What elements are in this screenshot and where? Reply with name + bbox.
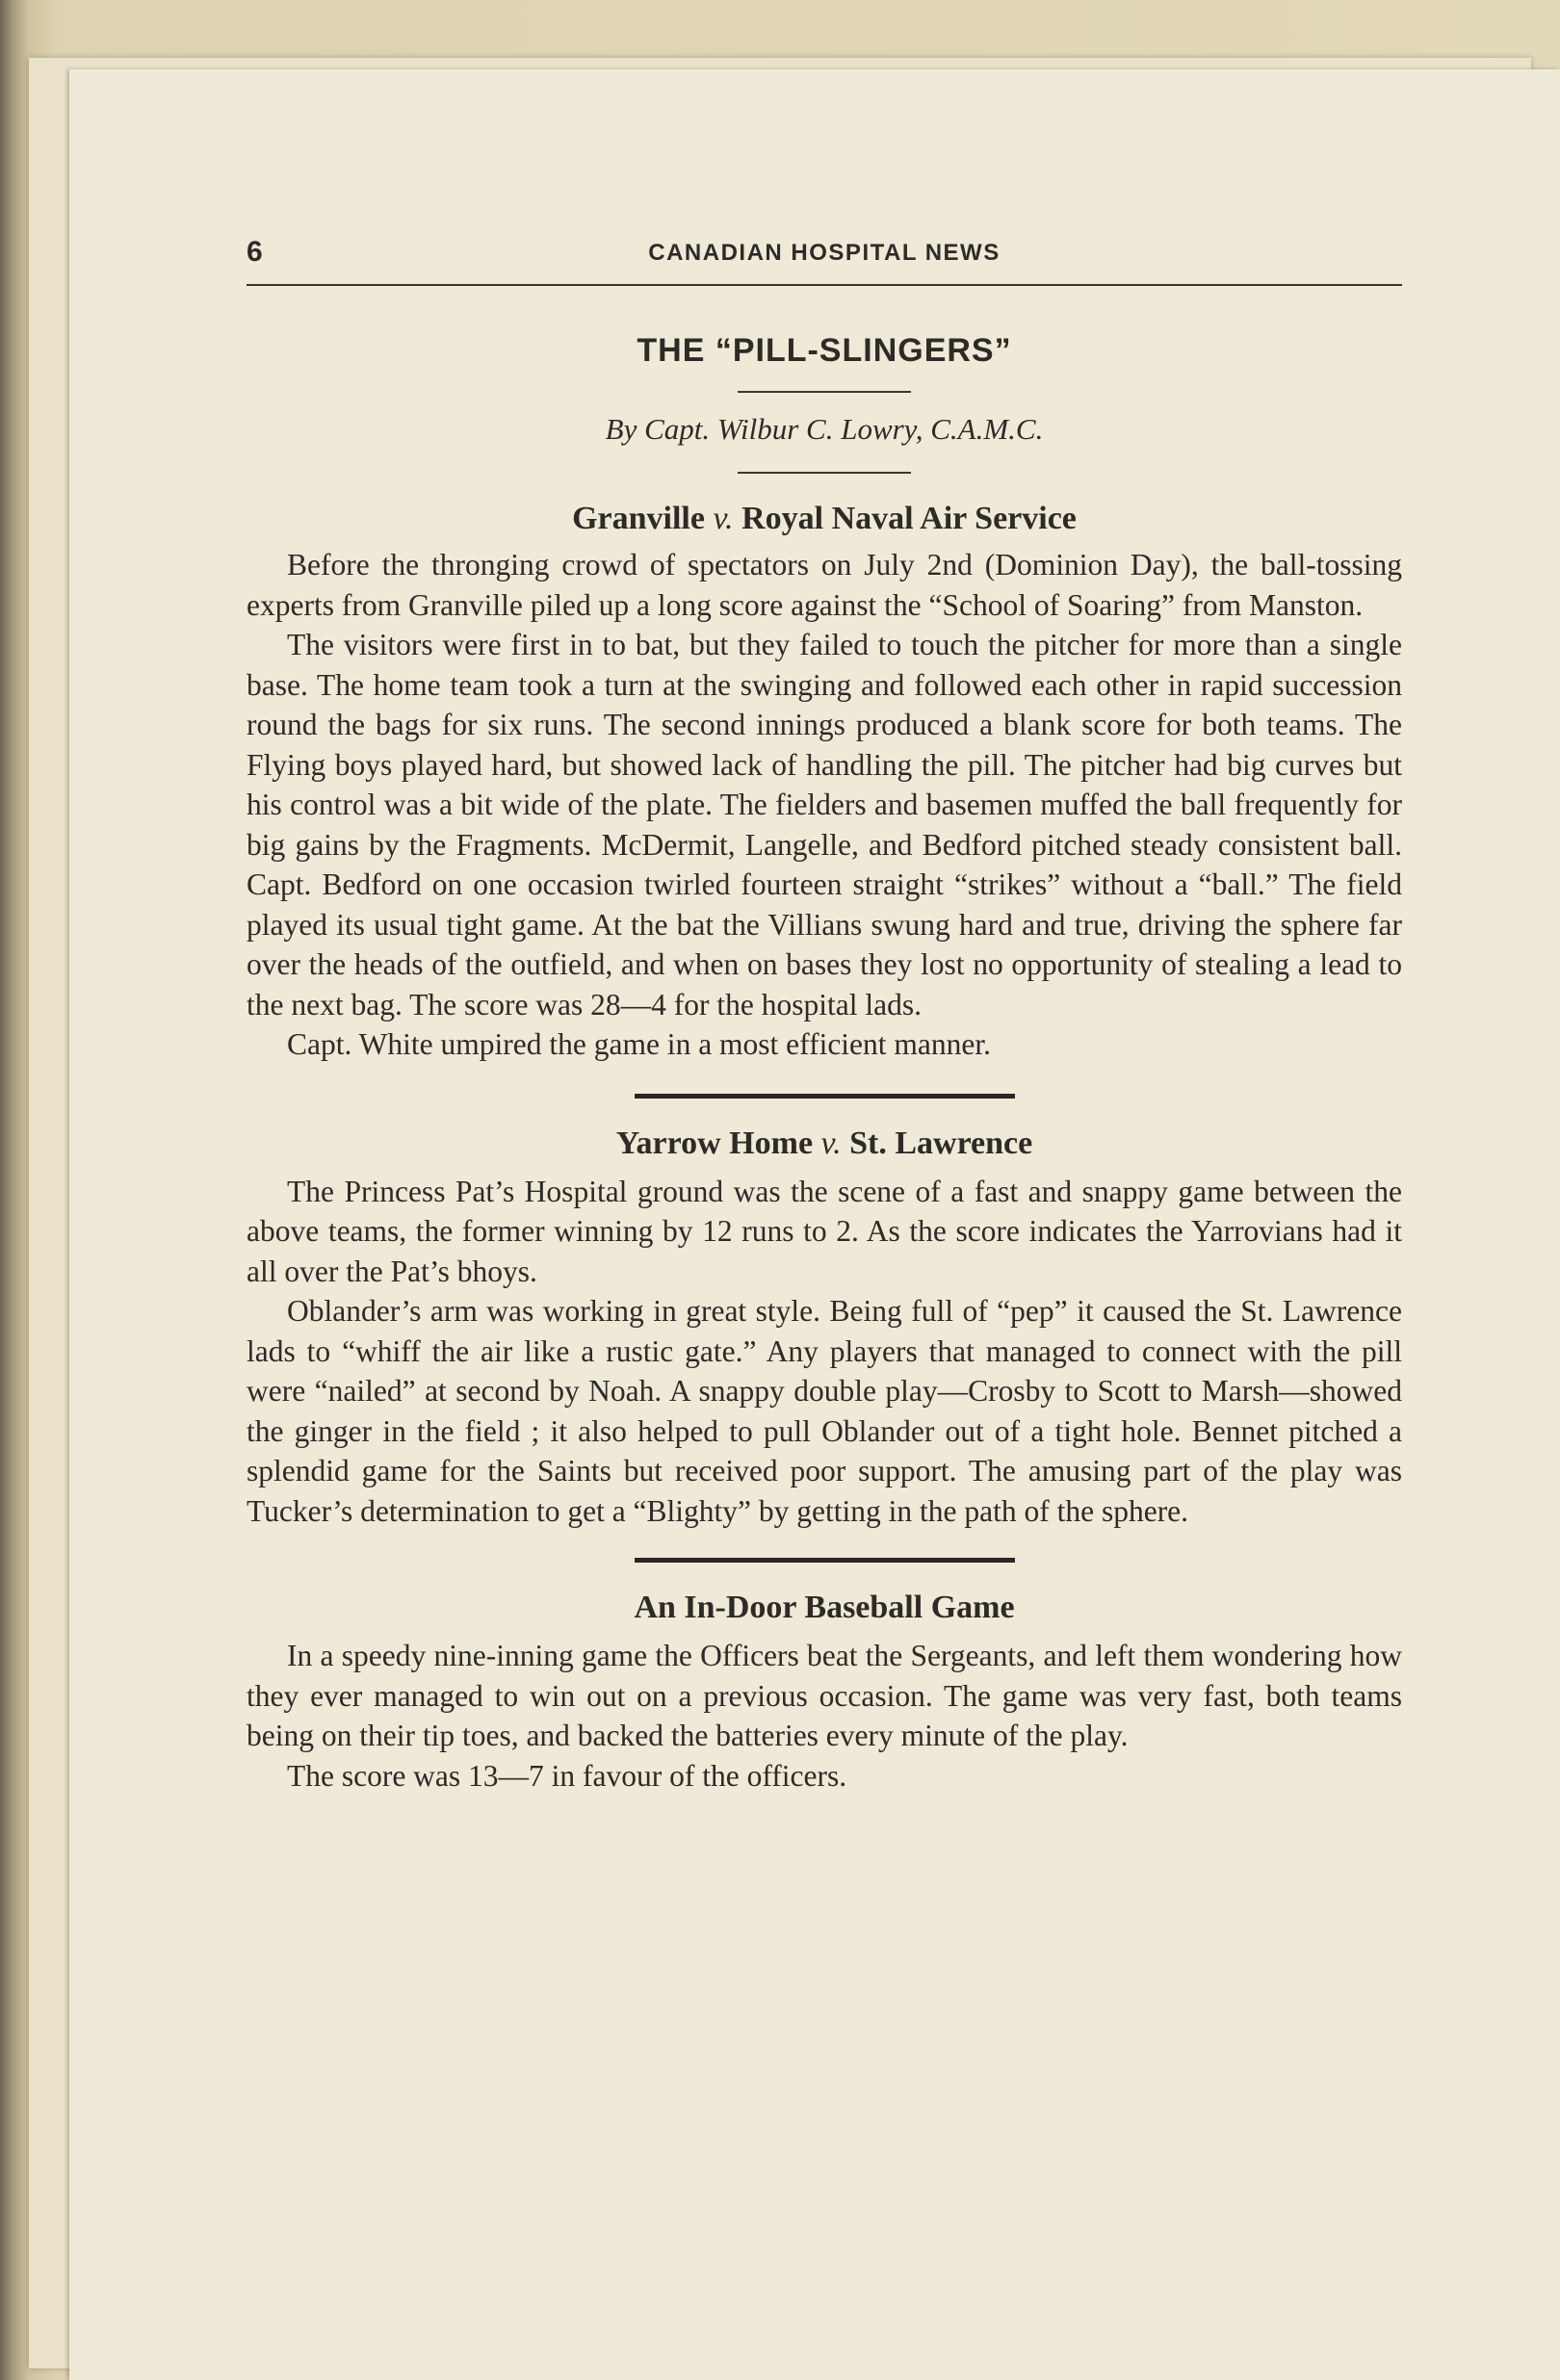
title-divider xyxy=(738,391,911,393)
paragraph: The visitors were first in to bat, but they failed to touch the pitcher for more than a single base. The home team took a turn at the swinging and followed each other in rapid succession round the bags for six runs. The second innings produced a blank score for both teams. The Flying boys played hard, but showed lack of handling the pill. The pitcher had big curves but his control was a bit wide of the plate. The fielders and basemen muffed the ball frequently for big gains by the Fragments. McDermit, Langelle, and Bedford pitched steady consistent ball. Capt. Bedford on one occasion twirled fourteen straight “strikes” without a “ball.” The field played its usual tight game. At the bat the Villians swung hard and true, driving the sphere far over the heads of the outfield, and when on bases they lost no opportunity of stealing a lead to the next bag. The score was 28—4 for the hospital lads. xyxy=(247,628,1402,1022)
section-body-granville xyxy=(247,545,1402,1065)
section-heading-team-away: Royal Naval Air Service xyxy=(741,501,1077,536)
page-content xyxy=(247,228,1479,1796)
section-body-yarrow xyxy=(247,1172,1402,1532)
section-body-indoor xyxy=(247,1636,1402,1796)
article-title: THE “PILL-SLINGERS” xyxy=(637,332,1012,369)
section-heading-team-home: Yarrow Home xyxy=(615,1125,814,1161)
paragraph: Capt. White umpired the game in a most efficient manner. xyxy=(287,1027,992,1061)
paragraph: Before the thronging crowd of spectators on July 2nd (Dominion Day), the ball-tossing experts from Granville piled up a long score against the “School of Soaring” from Manston. xyxy=(247,548,1402,622)
document-page xyxy=(69,69,1560,2380)
section-heading-versus: v. xyxy=(820,1125,842,1161)
running-head xyxy=(247,228,1402,286)
section-heading-granville xyxy=(247,501,1402,537)
paragraph: The score was 13—7 in favour of the officers. xyxy=(287,1758,847,1793)
section-heading-versus: v. xyxy=(713,501,734,536)
section-divider xyxy=(635,1558,1015,1563)
section-heading-yarrow xyxy=(247,1125,1402,1162)
page-number: 6 xyxy=(247,236,263,268)
paragraph: The Princess Pat’s Hospital ground was the scene of a fast and snappy game between the above teams, the former winning by 12 runs to 2. As the score indicates the Yarrovians had it all over the Pat’s bhoys. xyxy=(247,1174,1402,1288)
byline: By Capt. Wilbur C. Lowry, C.A.M.C. xyxy=(605,412,1044,446)
journal-title: CANADIAN HOSPITAL NEWS xyxy=(648,240,1001,266)
paragraph: Oblander’s arm was working in great style. Being full of “pep” it caused the St. Lawrence lads to “whiff the air like a rustic gate.” Any players that managed to connect with the pill were “nailed” at second by Noah. A snappy double play—Crosby to Scott to Marsh—showed the ginger in the field ; it also helped to pull Oblander out of a tight hole. Bennet pitched a splendid game for the Saints but received poor support. The amusing part of the play was Tucker’s determination to get a “Blighty” by getting in the path of the sphere. xyxy=(247,1294,1402,1528)
section-heading-team-home: Granville xyxy=(572,501,705,536)
byline-divider xyxy=(738,472,911,474)
section-heading-team-away: St. Lawrence xyxy=(849,1125,1033,1161)
paragraph: In a speedy nine-inning game the Officers beat the Sergeants, and left them wondering how they ever managed to win out on a previous occasion. The game was very fast, both teams being on their tip toes, and backed the batteries every minute of the play. xyxy=(247,1639,1402,1752)
section-divider xyxy=(635,1094,1015,1099)
section-heading-indoor: An In-Door Baseball Game xyxy=(634,1590,1015,1625)
